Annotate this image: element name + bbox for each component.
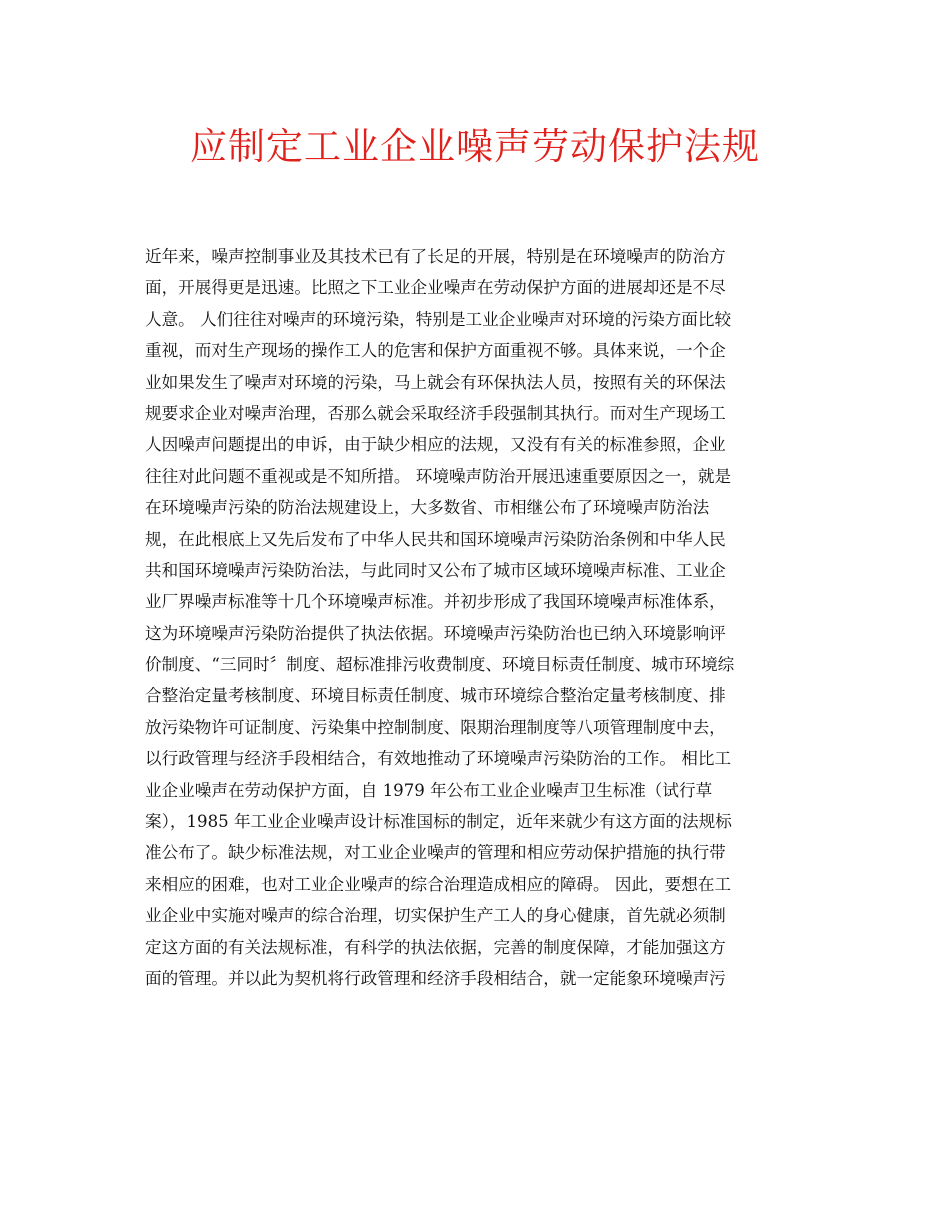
body-line: 面，开展得更是迅速。比照之下工业企业噪声在劳动保护方面的进展却还是不尽 [145,278,726,298]
body-line: 面的管理。并以此为契机将行政管理和经济手段相结合，就一定能象环境噪声污 [145,968,726,988]
body-line: 以行政管理与经济手段相结合，有效地推动了环境噪声污染防治的工作。 相比工 [145,749,732,769]
body-line: 规要求企业对噪声治理，否那么就会采取经济手段强制其执行。而对生产现场工 [145,403,726,423]
body-line: 这为环境噪声污染防治提供了执法依据。环境噪声污染防治也已纳入环境影响评 [145,623,726,643]
body-line: 在环境噪声污染的防治法规建设上，大多数省、市相继公布了环境噪声防治法 [145,498,710,518]
body-line: 业企业噪声在劳动保护方面，自 1979 年公布工业企业噪声卫生标准（试行草 [145,780,713,800]
body-line: 近年来，噪声控制事业及其技术已有了长足的开展，特别是在环境噪声的防治方 [145,247,726,266]
body-line: 人意。 人们往往对噪声的环境污染，特别是工业企业噪声对环境的污染方面比较 [145,309,732,329]
body-line: 业如果发生了噪声对环境的污染，马上就会有环保执法人员，按照有关的环保法 [145,372,726,392]
body-line: 重视，而对生产现场的操作工人的危害和保护方面重视不够。具体来说，一个企 [145,341,726,361]
body-line: 业厂界噪声标准等十几个环境噪声标准。并初步形成了我国环境噪声标准体系， [145,592,726,612]
body-line: 价制度、“三同时〞制度、超标准排污收费制度、环境目标责任制度、城市环境综 [145,655,735,675]
body-line: 往往对此问题不重视或是不知所措。 环境噪声防治开展迅速重要原因之一，就是 [145,466,732,486]
body-line: 定这方面的有关法规标准，有科学的执法依据，完善的制度保障，才能加强这方 [145,937,726,957]
body-line: 业企业中实施对噪声的综合治理，切实保护生产工人的身心健康，首先就必须制 [145,906,726,926]
body-line: 合整治定量考核制度、环境目标责任制度、城市环境综合整治定量考核制度、排 [145,686,726,706]
document-body [145,241,815,994]
body-line: 规，在此根底上又先后发布了中华人民共和国环境噪声污染防治条例和中华人民 [145,529,726,549]
document-title: 应制定工业企业噪声劳动保护法规 [190,125,760,168]
body-line: 人因噪声问题提出的申诉，由于缺少相应的法规，又没有有关的标准参照，企业 [145,435,726,455]
body-line: 共和国环境噪声污染防治法，与此同时又公布了城市区域环境噪声标准、工业企 [145,560,726,580]
body-line: 来相应的困难，也对工业企业噪声的综合治理造成相应的障碍。 因此，要想在工 [145,874,732,894]
body-line: 放污染物许可证制度、污染集中控制制度、限期治理制度等八项管理制度中去， [145,717,726,737]
body-line: 案），1985 年工业企业噪声设计标准国标的制定，近年来就少有这方面的法规标 [145,812,732,832]
body-line: 准公布了。缺少标准法规，对工业企业噪声的管理和相应劳动保护措施的执行带 [145,843,726,863]
